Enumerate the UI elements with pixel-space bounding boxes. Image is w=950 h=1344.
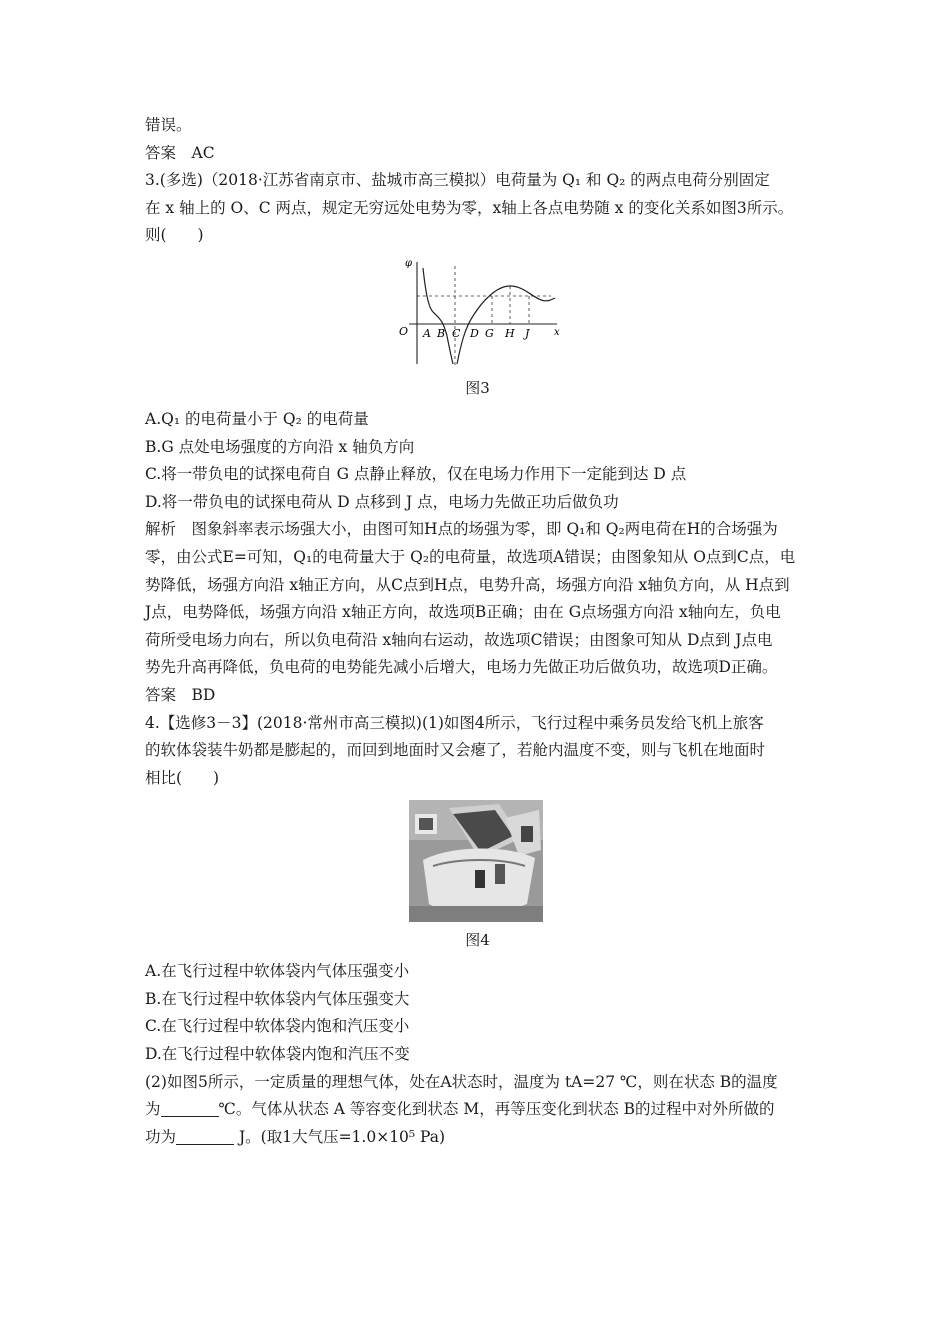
point-label-b: B	[437, 326, 446, 340]
figure-3	[145, 256, 810, 368]
figure-4	[145, 800, 810, 924]
option-c: C.将一带负电的试探电荷自 G 点静止释放，仅在电场力作用下一定能到达 D 点	[145, 465, 687, 484]
question-4-part2-line	[145, 1096, 810, 1124]
text-segment: J。(取1大气压=1.0×10⁵ Pa)	[234, 1127, 446, 1146]
text-segment: 为	[145, 1100, 161, 1119]
point-label-h: H	[505, 326, 515, 340]
option-d: D.在飞行过程中软体袋内饱和汽压不变	[145, 1045, 410, 1064]
text-line: 错误。	[145, 116, 192, 134]
analysis-line: 解析 图象斜率表示场强大小，由图可知H点的场强为零，即 Q₁和 Q₂两电荷在H的合场强为	[145, 520, 778, 539]
answer-blank	[176, 1128, 234, 1145]
question-4-line: 的软体袋装牛奶都是膨起的，而回到地面时又会瘪了，若舱内温度不变，则与飞机在地面时	[145, 741, 766, 760]
milk-bag-photo	[409, 800, 543, 922]
figure-3-caption: 图3	[465, 378, 490, 397]
analysis-line: J点，电势降低，场强方向沿 x轴正方向，故选项B正确；由在 G点场强方向沿 x轴向左，负电	[145, 603, 781, 622]
option-a: A.Q₁ 的电荷量小于 Q₂ 的电荷量	[145, 409, 369, 428]
page-content	[145, 112, 810, 1151]
point-label-j: J	[525, 326, 530, 340]
option-a: A.在飞行过程中软体袋内气体压强变小	[145, 962, 410, 981]
analysis-line: 势降低，场强方向沿 x轴正方向，从C点到H点，电势升高，场强方向沿 x轴负方向，从 H点到	[145, 575, 790, 594]
point-label-a: A	[423, 326, 431, 340]
question-4-line: 4.【选修3－3】(2018·常州市高三模拟)(1)如图4所示，飞行过程中乘务员发给飞机上旅客	[145, 713, 764, 732]
question-3-line: 3.(多选)（2018·江苏省南京市、盐城市高三模拟）电荷量为 Q₁ 和 Q₂ 的两点电荷分别固定	[145, 171, 770, 190]
curve-left	[423, 268, 453, 364]
question-3-line: 则( )	[145, 226, 204, 245]
option-d: D.将一带负电的试探电荷从 D 点移到 J 点，电场力先做正功后做负功	[145, 492, 619, 511]
option-c: C.在飞行过程中软体袋内饱和汽压变小	[145, 1017, 410, 1036]
x-axis-label: x	[554, 326, 560, 338]
answer-blank	[161, 1100, 219, 1117]
potential-graph	[395, 256, 565, 368]
text-segment: ℃。气体从状态 A 等容变化到状态 M，再等压变化到状态 B的过程中对外所做的	[218, 1100, 775, 1119]
question-4-part2-line	[145, 1124, 810, 1152]
answer-line: 答案 BD	[145, 685, 216, 704]
question-4-line: 相比( )	[145, 768, 220, 787]
question-4-part2-line: (2)如图5所示，一定质量的理想气体，处在A状态时，温度为 tA=27 ℃，则在状态 B的温度	[145, 1072, 778, 1091]
y-axis-label: φ	[405, 257, 413, 269]
analysis-line: 零，由公式E=可知，Q₁的电荷量大于 Q₂的电荷量，故选项A错误；由图象知从 O点到C点，电	[145, 547, 796, 566]
analysis-line: 荷所受电场力向右，所以负电荷沿 x轴向右运动，故选项C错误；由图象可知从 D点到 J点电	[145, 630, 773, 649]
point-label-d: D	[470, 326, 479, 340]
option-b: B.在飞行过程中软体袋内气体压强变大	[145, 989, 410, 1008]
point-label-c: C	[452, 326, 461, 340]
question-3-line: 在 x 轴上的 O、C 两点，规定无穷远处电势为零，x轴上各点电势随 x 的变化关系如图3所示。	[145, 198, 794, 217]
figure-4-caption: 图4	[465, 931, 490, 950]
text-segment: 功为	[145, 1127, 177, 1146]
answer-line: 答案 AC	[145, 143, 215, 162]
analysis-line: 势先升高再降低，负电荷的电势能先减小后增大，电场力先做正功后做负功，故选项D正确。	[145, 658, 778, 677]
option-b: B.G 点处电场强度的方向沿 x 轴负方向	[145, 437, 415, 456]
origin-label: O	[399, 324, 409, 338]
point-label-g: G	[485, 326, 494, 340]
curve-right	[457, 286, 555, 364]
